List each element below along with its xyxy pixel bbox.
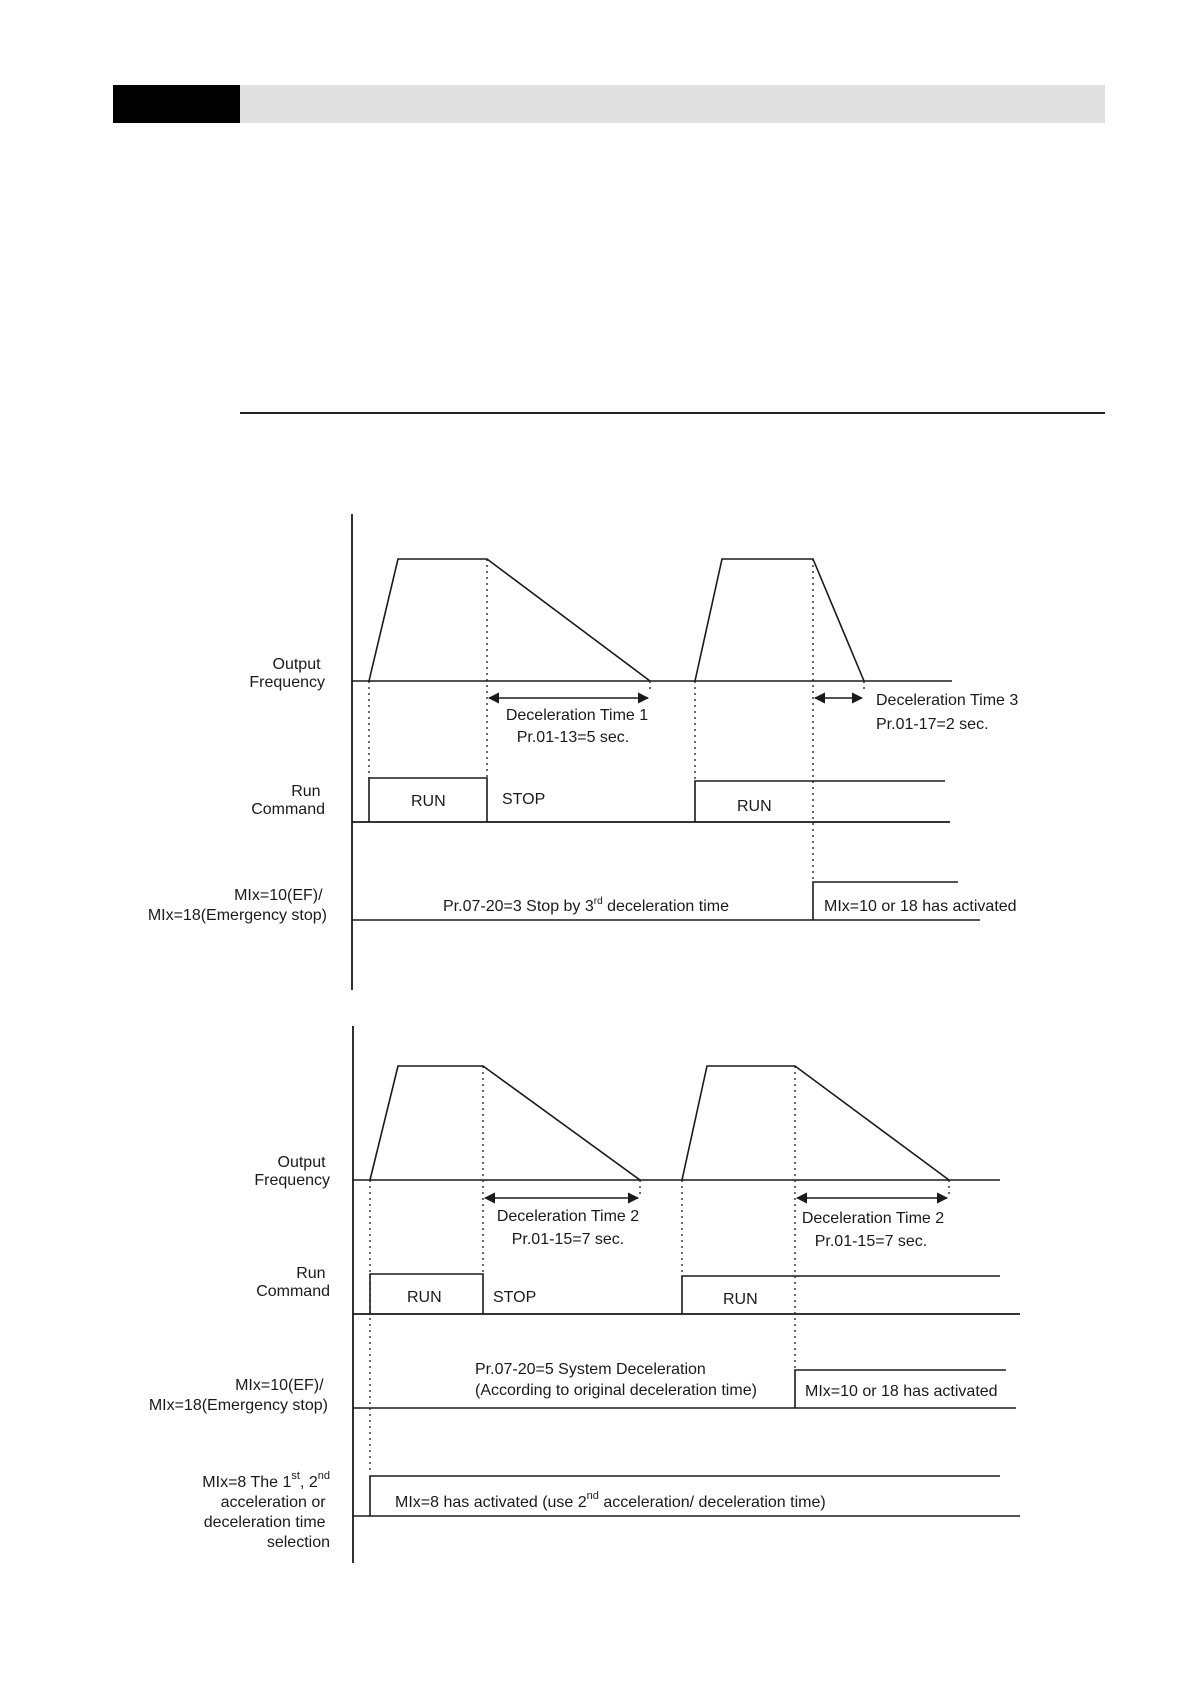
d1-activated-text: MIx=10 or 18 has activated — [824, 898, 1017, 915]
d2-activated-text: MIx=10 or 18 has activated — [805, 1383, 998, 1400]
d2-mi8-text: MIx=8 has activated (use 2nd acceleration/ deceleration time) — [395, 1490, 826, 1511]
d2-mi8-label-rest: acceleration or deceleration time selection — [203, 1494, 330, 1551]
diagram-1 — [148, 514, 1019, 990]
d2-run2-text: RUN — [723, 1291, 758, 1308]
d1-decel3-title: Deceleration Time 3 — [876, 692, 1019, 709]
d2-decel2a-title: Deceleration Time 2 — [496, 1208, 640, 1225]
d1-decel3-param: Pr.01-17=2 sec. — [876, 716, 989, 733]
d2-frequency-waveform-2 — [682, 1066, 949, 1180]
d2-output-frequency-label: Output Frequency — [254, 1154, 330, 1189]
d2-decel2b-title: Deceleration Time 2 — [801, 1210, 945, 1227]
d1-frequency-waveform-1 — [369, 559, 650, 681]
d2-mi8-label-line1: MIx=8 The 1st, 2nd — [202, 1470, 330, 1491]
d1-decel1-param: Pr.01-13=5 sec. — [516, 729, 630, 746]
d1-run-pulse-2 — [695, 781, 945, 822]
diagram-2 — [149, 1026, 1020, 1563]
d1-run-command-label: Run Command — [251, 783, 325, 818]
d1-decel1-title: Deceleration Time 1 — [505, 707, 649, 724]
d1-frequency-waveform-2 — [695, 559, 864, 681]
d1-mode-text: Pr.07-20=3 Stop by 3rd deceleration time — [443, 896, 729, 915]
d2-frequency-waveform-1 — [370, 1066, 640, 1180]
d2-run1-text: RUN — [407, 1289, 442, 1306]
d2-decel2b-param: Pr.01-15=7 sec. — [814, 1233, 928, 1250]
d2-decel2a-param: Pr.01-15=7 sec. — [511, 1231, 625, 1248]
d2-mode-line-1: Pr.07-20=5 System Deceleration — [475, 1361, 706, 1378]
d1-run1-text: RUN — [411, 793, 446, 810]
d1-stop-text: STOP — [502, 791, 546, 808]
d2-mi-label: MIx=10(EF)/ MIx=18(Emergency stop) — [148, 1377, 328, 1414]
d2-run-command-label: Run Command — [256, 1265, 330, 1300]
d1-output-frequency-label: Output Frequency — [249, 656, 325, 691]
d1-run2-text: RUN — [737, 798, 772, 815]
d2-stop-text: STOP — [493, 1289, 537, 1306]
d1-mi-label: MIx=10(EF)/ MIx=18(Emergency stop) — [147, 887, 327, 924]
d2-mode-line-2: (According to original deceleration time) — [475, 1382, 757, 1399]
